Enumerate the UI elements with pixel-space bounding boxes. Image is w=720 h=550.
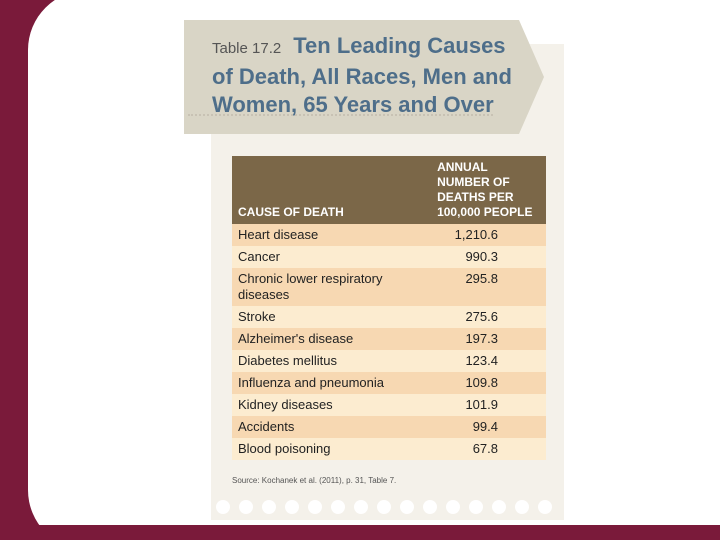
decorative-circle [538,500,552,514]
decorative-circle [285,500,299,514]
table-row [232,306,546,328]
cause-cell: Blood poisoning [232,438,425,460]
decorative-circle [331,500,345,514]
value-cell: 1,210.6 [425,224,546,246]
value-cell: 295.8 [425,268,546,306]
cause-cell: Heart disease [232,224,425,246]
causes-of-death-table [232,156,546,460]
value-cell: 99.4 [425,416,546,438]
decorative-circle [492,500,506,514]
decorative-circle [239,500,253,514]
table-row [232,394,546,416]
value-cell: 101.9 [425,394,546,416]
decorative-circle [354,500,368,514]
table-row [232,350,546,372]
table-row [232,416,546,438]
cause-cell: Influenza and pneumonia [232,372,425,394]
table-header-row [232,156,546,224]
cause-cell: Kidney diseases [232,394,425,416]
source-note: Source: Kochanek et al. (2011), p. 31, Table 7. [232,476,397,485]
table-row [232,268,546,306]
table-row [232,372,546,394]
decorative-circle [423,500,437,514]
value-cell: 197.3 [425,328,546,350]
cause-cell: Diabetes mellitus [232,350,425,372]
cause-cell: Stroke [232,306,425,328]
decorative-circle [469,500,483,514]
decorative-circle [515,500,529,514]
value-cell: 109.8 [425,372,546,394]
decorative-circle [377,500,391,514]
header-cause: CAUSE OF DEATH [232,156,425,224]
table-row [232,246,546,268]
table-label: Table 17.2 [212,40,282,57]
decorative-circle [216,500,230,514]
value-cell: 990.3 [425,246,546,268]
decorative-circle [308,500,322,514]
value-cell: 275.6 [425,306,546,328]
banner-dotted-rule [188,114,493,116]
table-title: Ten Leading Causes of Death, All Races, Men and Women, 65 Years and Over [212,33,512,117]
decorative-circle [262,500,276,514]
table-row [232,438,546,460]
table-banner [184,20,544,134]
slide-frame-bottom [0,525,720,540]
value-cell: 67.8 [425,438,546,460]
banner-text [212,32,532,119]
cause-cell: Cancer [232,246,425,268]
decorative-circle-strip [216,500,562,518]
decorative-circle [400,500,414,514]
table-row [232,224,546,246]
header-deaths: ANNUAL NUMBER OF DEATHS PER 100,000 PEOPLE [425,156,546,224]
value-cell: 123.4 [425,350,546,372]
table-row [232,328,546,350]
cause-cell: Alzheimer's disease [232,328,425,350]
cause-cell: Accidents [232,416,425,438]
decorative-circle [446,500,460,514]
cause-cell: Chronic lower respiratory diseases [232,268,425,306]
